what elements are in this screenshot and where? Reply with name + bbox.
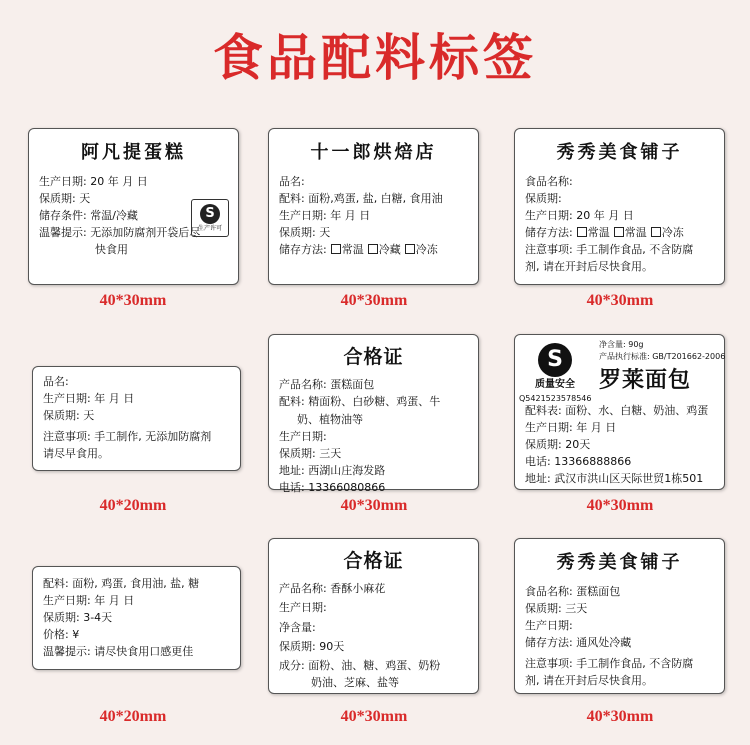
size-caption: 40*20mm bbox=[99, 497, 167, 514]
brand-name: 阿凡提蛋糕 bbox=[81, 142, 186, 163]
shelf-life: 保质期: bbox=[525, 191, 562, 205]
storage-option: 常温 bbox=[624, 226, 647, 240]
storage-option: 冷藏 bbox=[378, 243, 401, 257]
food-label-card bbox=[268, 334, 479, 494]
storage-label: 储存方法: bbox=[279, 243, 327, 257]
shelf-life: 保质期: 3-4天 bbox=[43, 611, 113, 625]
net-content: 净含量: 90g bbox=[599, 340, 644, 349]
size-caption: 40*30mm bbox=[340, 292, 408, 309]
storage-option: 冷冻 bbox=[661, 226, 684, 240]
ingredients: 配料: 面粉, 鸡蛋, 食用油, 盐, 糖 bbox=[43, 577, 200, 590]
food-label-card bbox=[32, 366, 241, 471]
storage-condition: 储存条件: 常温/冷藏 bbox=[39, 208, 138, 222]
food-label-card bbox=[268, 538, 479, 694]
tip-line: 温馨提示: 请尽快食用口感更佳 bbox=[43, 645, 194, 659]
ingredients: 奶、植物油等 bbox=[297, 412, 363, 426]
size-caption: 40*30mm bbox=[586, 292, 654, 309]
ingredients: 奶油、芝麻、盐等 bbox=[311, 675, 399, 689]
qs-logo-icon: S 质量安全 Q5421523578546 bbox=[525, 343, 585, 405]
tip-line: 快食用 bbox=[95, 243, 128, 257]
production-date: 生产日期: bbox=[279, 601, 327, 615]
production-date: 生产日期: 年 月 日 bbox=[525, 420, 617, 434]
product-name: 食品名称: bbox=[525, 174, 573, 188]
production-date: 生产日期: 20 年 月 日 bbox=[525, 208, 634, 222]
food-label-card bbox=[514, 128, 725, 285]
price: 价格: ¥ bbox=[43, 628, 80, 642]
product-name: 产品名称: 香酥小麻花 bbox=[279, 582, 386, 596]
shelf-life: 保质期: 天 bbox=[279, 226, 331, 240]
production-date: 生产日期: bbox=[525, 618, 573, 632]
checkbox-icon bbox=[405, 244, 415, 254]
ingredients: 配料表: 面粉、水、白糖、奶油、鸡蛋 bbox=[525, 403, 709, 417]
notice-line: 注意事项: 手工制作食品, 不含防腐 bbox=[525, 243, 694, 257]
net-content: 净含量: bbox=[279, 620, 316, 634]
size-caption: 40*30mm bbox=[340, 497, 408, 514]
product-name: 罗莱面包 bbox=[599, 367, 692, 393]
size-caption: 40*30mm bbox=[586, 708, 654, 725]
storage-method bbox=[279, 241, 468, 258]
certificate-title: 合格证 bbox=[343, 346, 404, 368]
shelf-life: 保质期: 90天 bbox=[279, 639, 345, 653]
size-caption: 40*30mm bbox=[586, 497, 654, 514]
ingredients: 配料: 面粉,鸡蛋, 盐, 白糖, 食用油 bbox=[279, 191, 443, 205]
shelf-life: 保质期: 20天 bbox=[525, 437, 591, 451]
product-name: 食品名称: 蛋糕面包 bbox=[525, 584, 621, 598]
certificate-title: 合格证 bbox=[343, 550, 404, 572]
brand-name: 十一郎烘焙店 bbox=[310, 142, 437, 163]
standard: 产品执行标准: GB/T201662-2006 bbox=[599, 352, 726, 362]
checkbox-icon bbox=[651, 227, 661, 237]
size-caption: 40*30mm bbox=[99, 292, 167, 309]
checkbox-icon bbox=[331, 244, 341, 254]
address: 地址: 武汉市洪山区天际世贸1栋501 bbox=[525, 472, 704, 486]
product-name: 品名: bbox=[43, 375, 69, 388]
storage-option: 常温 bbox=[341, 243, 364, 257]
notice-line: 请尽早食用。 bbox=[43, 447, 109, 461]
tip-line: 温馨提示: 无添加防腐剂开袋后尽 bbox=[39, 226, 201, 240]
product-name: 产品名称: 蛋糕面包 bbox=[279, 378, 375, 392]
notice-line: 剂, 请在开封后尽快食用。 bbox=[525, 260, 653, 274]
notice-line: 注意事项: 手工制作食品, 不含防腐 bbox=[525, 657, 694, 671]
phone: 电话: 13366888866 bbox=[525, 455, 632, 469]
checkbox-icon bbox=[368, 244, 378, 254]
storage-method bbox=[525, 224, 714, 241]
ingredients: 成分: 面粉、油、糖、鸡蛋、奶粉 bbox=[279, 658, 441, 672]
food-label-card bbox=[268, 128, 479, 285]
storage-label: 储存方法: bbox=[525, 226, 573, 240]
checkbox-icon bbox=[614, 227, 624, 237]
phone: 电话: 13366080866 bbox=[279, 480, 386, 494]
brand-name: 秀秀美食铺子 bbox=[556, 552, 683, 573]
storage-method: 储存方法: 通风处冷藏 bbox=[525, 636, 632, 650]
storage-option: 常温 bbox=[587, 226, 610, 240]
production-date: 生产日期: 年 月 日 bbox=[43, 594, 135, 608]
checkbox-icon bbox=[577, 227, 587, 237]
size-caption: 40*30mm bbox=[340, 708, 408, 725]
food-label-card bbox=[514, 334, 725, 490]
notice-line: 注意事项: 手工制作, 无添加防腐剂 bbox=[43, 430, 212, 444]
qs-logo-icon: S 生产许可 bbox=[191, 199, 229, 237]
production-date: 生产日期: 20 年 月 日 bbox=[39, 174, 148, 188]
shelf-life: 保质期: 天 bbox=[43, 409, 95, 423]
food-label-card bbox=[514, 538, 725, 694]
shelf-life: 保质期: 三天 bbox=[525, 601, 588, 615]
brand-name: 秀秀美食铺子 bbox=[556, 142, 683, 163]
notice-line: 剂, 请在开封后尽快食用。 bbox=[525, 674, 653, 688]
shelf-life: 保质期: 天 bbox=[39, 191, 91, 205]
shelf-life: 保质期: 三天 bbox=[279, 446, 342, 460]
production-date: 生产日期: 年 月 日 bbox=[279, 208, 371, 222]
production-date: 生产日期: bbox=[279, 429, 327, 443]
food-label-card bbox=[32, 566, 241, 670]
address: 地址: 西湖山庄海发路 bbox=[279, 463, 386, 477]
food-label-card bbox=[28, 128, 239, 285]
page-title: 食品配料标签 bbox=[213, 28, 537, 87]
storage-option: 冷冻 bbox=[415, 243, 438, 257]
product-name: 品名: bbox=[279, 174, 305, 188]
size-caption: 40*20mm bbox=[99, 708, 167, 725]
ingredients: 配料: 精面粉、白砂糖、鸡蛋、牛 bbox=[279, 395, 441, 409]
production-date: 生产日期: 年 月 日 bbox=[43, 392, 135, 406]
